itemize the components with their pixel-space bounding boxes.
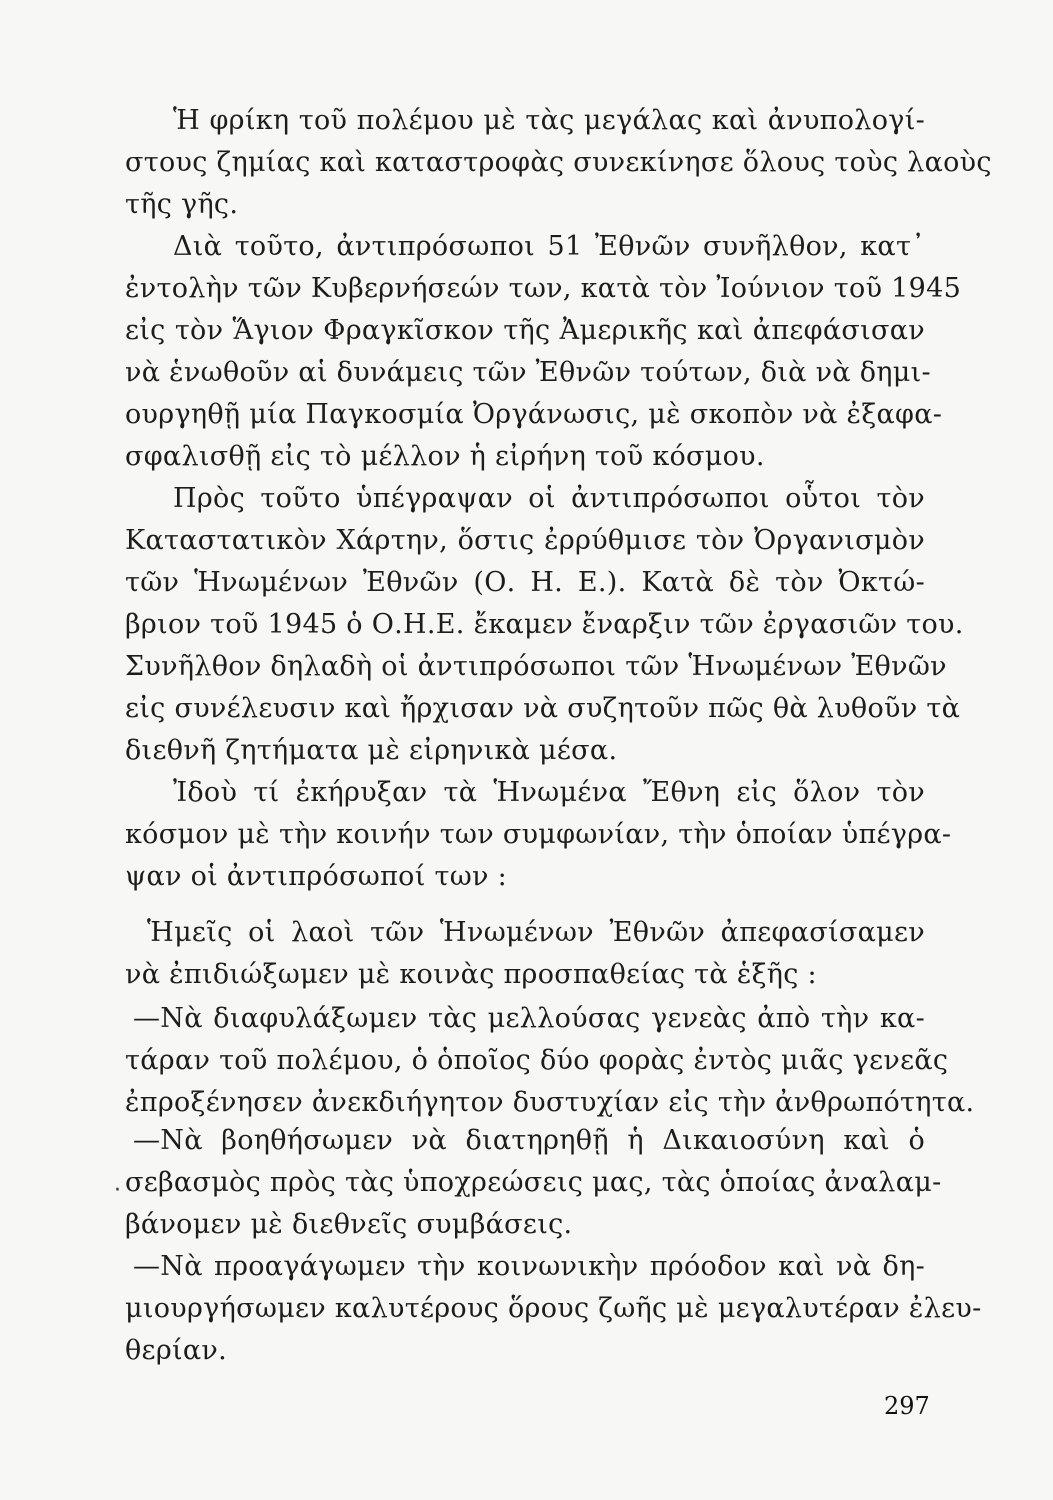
text-line: —Νὰ βοηθήσωμεν νὰ διατηρηθῇ ἡ Δικαιοσύνη καὶ ὁ xyxy=(133,1125,925,1156)
text-line: Πρὸς τοῦτο ὑπέγραψαν οἱ ἀντιπρόσωποι οὗτοι τὸν xyxy=(173,483,925,514)
text-line: Ἡ φρίκη τοῦ πολέμου μὲ τὰς μεγάλας καὶ ἀνυπολογί- xyxy=(173,105,925,136)
paragraph-charter xyxy=(125,478,964,772)
paragraph-representatives xyxy=(125,226,962,478)
page-number: 297 xyxy=(884,1392,930,1420)
text-line: νὰ ἐπιδιώξωμεν μὲ κοινὰς προσπαθείας τὰ ἑξῆς : xyxy=(125,959,817,990)
text-line: τῶν Ἡνωμένων Ἐθνῶν (Ο. Η. Ε.). Κατὰ δὲ τὸν Ὀκτώ- xyxy=(125,567,925,598)
text-line: διεθνῆ ζητήματα μὲ εἰρηνικὰ μέσα. xyxy=(125,735,618,766)
text-line: —Νὰ διαφυλάξωμεν τὰς μελλούσας γενεὰς ἀπὸ τὴν κα- xyxy=(133,1003,925,1034)
text-line: σφαλισθῇ εἰς τὸ μέλλον ἡ εἰρήνη τοῦ κόσμου. xyxy=(125,441,765,472)
text-line: Διὰ τοῦτο, ἀντιπρόσωποι 51 Ἐθνῶν συνῆλθον, κατ᾽ xyxy=(173,231,925,262)
text-line: κόσμον μὲ τὴν κοινήν των συμφωνίαν, τὴν ὁποίαν ὑπέγρα- xyxy=(125,819,952,850)
text-line: εἰς τὸν Ἅγιον Φραγκῖσκον τῆς Ἀμερικῆς καὶ ἀπεφάσισαν xyxy=(125,315,925,346)
text-line: ἐπροξένησεν ἀνεκδιήγητον δυστυχίαν εἰς τὴν ἀνθρωπότητα. xyxy=(125,1087,975,1118)
text-line: ουργηθῇ μία Παγκοσμία Ὀργάνωσις, μὲ σκοπὸν νὰ ἐξαφα- xyxy=(125,399,943,430)
text-line: σεβασμὸς πρὸς τὰς ὑποχρεώσεις μας, τὰς ὁποίας ἀναλαμ- xyxy=(125,1167,942,1198)
text-line: τῆς γῆς. xyxy=(125,189,239,220)
text-line: βάνομεν μὲ διεθνεῖς συμβάσεις. xyxy=(125,1209,573,1240)
paragraph-item-war xyxy=(125,998,975,1124)
text-line: μιουργήσωμεν καλυτέρους ὅρους ζωῆς μὲ μεγαλυτέραν ἐλευ- xyxy=(125,1293,982,1324)
paragraph-intro xyxy=(125,100,992,226)
text-line: τάραν τοῦ πολέμου, ὁ ὁποῖος δύο φορὰς ἐντὸς μιᾶς γενεᾶς xyxy=(125,1045,949,1076)
paragraph-we-the-peoples xyxy=(125,912,925,996)
text-line: Ἰδοὺ τί ἐκήρυξαν τὰ Ἡνωμένα Ἔθνη εἰς ὅλον τὸν xyxy=(173,777,925,808)
text-line: Ἡμεῖς οἱ λαοὶ τῶν Ἡνωμένων Ἐθνῶν ἀπεφασίσαμεν xyxy=(147,917,925,948)
text-line: νὰ ἑνωθοῦν αἱ δυνάμεις τῶν Ἐθνῶν τούτων, διὰ νὰ δημι- xyxy=(125,357,931,388)
paragraph-item-progress xyxy=(125,1246,982,1372)
text-line: εἰς συνέλευσιν καὶ ἤρχισαν νὰ συζητοῦν πῶς θὰ λυθοῦν τὰ xyxy=(125,693,961,724)
text-line: βριον τοῦ 1945 ὁ Ο.Η.Ε. ἔκαμεν ἔναρξιν τῶν ἐργασιῶν του. xyxy=(125,609,964,640)
text-line: ψαν οἱ ἀντιπρόσωποί των : xyxy=(125,861,508,892)
ink-speck-icon: · xyxy=(114,1178,121,1203)
text-line: ἐντολὴν τῶν Κυβερνήσεών των, κατὰ τὸν Ἰούνιον τοῦ 1945 xyxy=(125,273,962,304)
paragraph-item-justice xyxy=(125,1120,942,1246)
text-line: —Νὰ προαγάγωμεν τὴν κοινωνικὴν πρόοδον καὶ νὰ δη- xyxy=(133,1251,925,1282)
text-line: θερίαν. xyxy=(125,1335,228,1366)
paragraph-declaration-intro xyxy=(125,772,952,898)
text-line: Συνῆλθον δηλαδὴ οἱ ἀντιπρόσωποι τῶν Ἡνωμένων Ἐθνῶν xyxy=(125,651,947,682)
text-line: Καταστατικὸν Χάρτην, ὅστις ἐρρύθμισε τὸν Ὀργανισμὸν xyxy=(125,525,925,556)
text-line: στους ζημίας καὶ καταστροφὰς συνεκίνησε ὅλους τοὺς λαοὺς xyxy=(125,147,992,178)
